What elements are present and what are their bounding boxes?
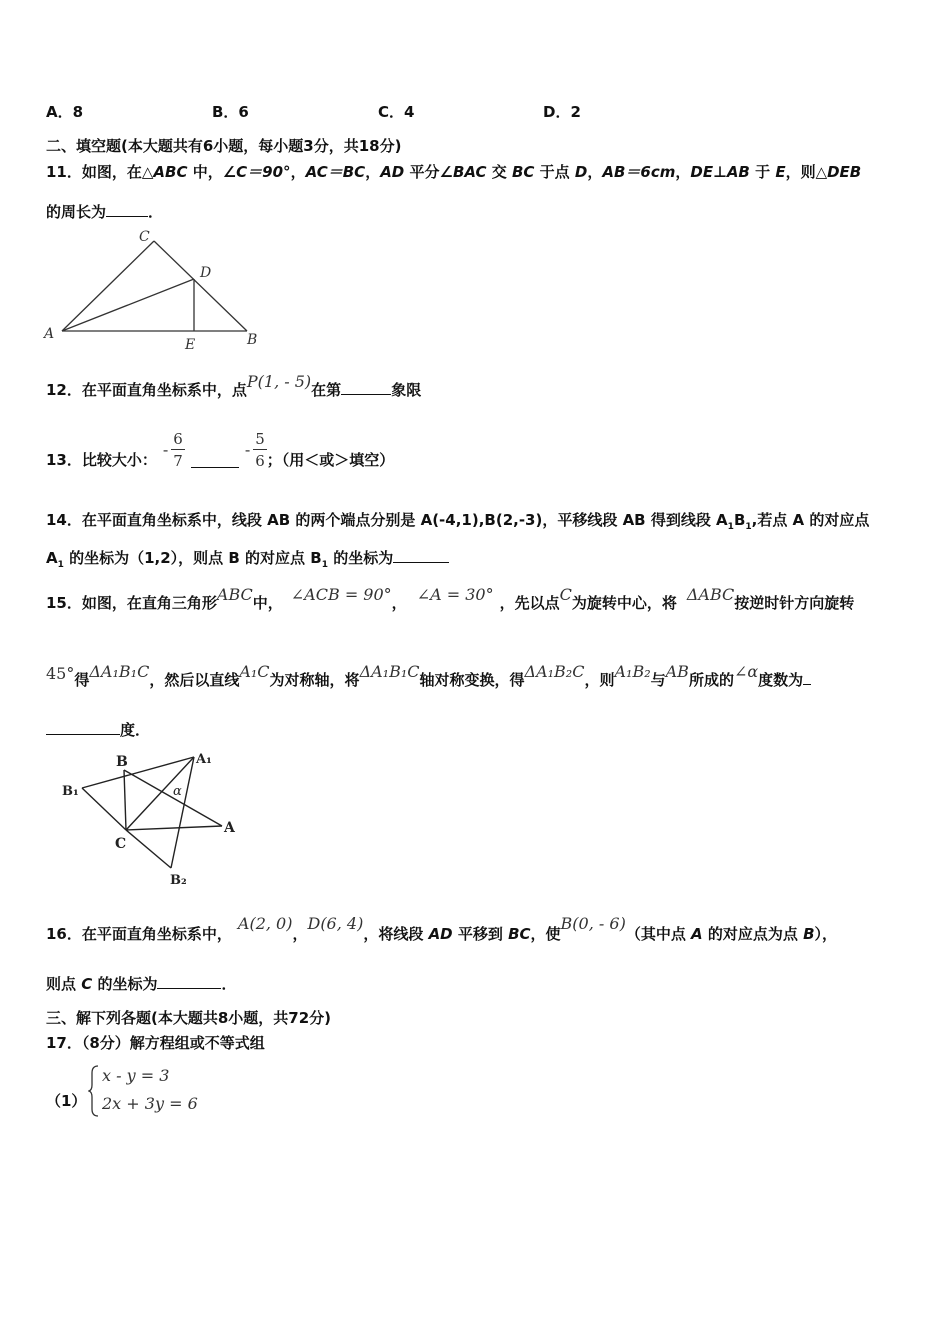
question-11-line-1 bbox=[46, 163, 861, 181]
q11-text: 的周长为 bbox=[46, 203, 107, 221]
fraction-2 bbox=[253, 429, 267, 472]
q16-text: 的坐标为 bbox=[92, 975, 158, 993]
q16-text: ． bbox=[221, 975, 237, 993]
segment-ca bbox=[126, 826, 222, 830]
label-e: E bbox=[185, 337, 196, 353]
q16-point-b-ref: B bbox=[803, 925, 815, 943]
q11-d: D bbox=[574, 163, 588, 181]
label-b: B bbox=[116, 754, 128, 770]
q15-angle-alpha: ∠α bbox=[733, 662, 759, 681]
q11-text: 交 bbox=[486, 163, 512, 181]
question-16-line-1 bbox=[46, 914, 838, 943]
question-11-line-2 bbox=[46, 202, 163, 221]
answer-blank[interactable] bbox=[106, 202, 148, 217]
label-c: C bbox=[115, 836, 127, 852]
section-2-title: 二、填空题(本大题共有6小题，每小题3分，共18分) bbox=[46, 137, 402, 155]
question-14-line-2 bbox=[46, 548, 449, 574]
q15-text: 度． bbox=[120, 721, 151, 739]
q11-angle-c: ∠C＝90° bbox=[222, 163, 291, 181]
segment-b1c bbox=[82, 788, 126, 830]
q14-text: 的坐标为 bbox=[327, 549, 394, 567]
question-13 bbox=[46, 425, 394, 475]
q11-ad: AD bbox=[380, 163, 405, 181]
q14-text: 14．在平面直角坐标系中，线段 AB 的两个端点分别是 A(-4,1),B(2,-3)，平移线段 AB 得到线段 A bbox=[46, 511, 728, 529]
question-17-title: 17．（8分）解方程组或不等式组 bbox=[46, 1034, 265, 1052]
q14-subscript: 1 bbox=[57, 560, 64, 570]
q14-text: ,若点 A 的对应点 bbox=[751, 511, 870, 529]
brace-icon bbox=[88, 1064, 100, 1118]
q11-text: ， bbox=[290, 163, 306, 181]
label-b: B bbox=[247, 332, 258, 348]
q16-text: 平移到 bbox=[452, 925, 509, 943]
q15-line-a1c: A₁C bbox=[239, 662, 270, 681]
segment-ac bbox=[62, 241, 154, 331]
q16-point-a-ref: A bbox=[691, 925, 703, 943]
label-b1: B₁ bbox=[62, 784, 79, 799]
q11-text: 中， bbox=[187, 163, 223, 181]
q11-text: 于 bbox=[749, 163, 776, 181]
q16-text: ）， bbox=[814, 925, 838, 943]
label-d: D bbox=[200, 265, 212, 281]
q16-text: 16．在平面直角坐标系中， bbox=[46, 925, 232, 943]
q12-text: 在第 bbox=[311, 381, 342, 399]
q11-bac: ∠BAC bbox=[439, 163, 487, 181]
q14-subscript: 1 bbox=[727, 522, 734, 532]
q12-text: 象限 bbox=[391, 381, 422, 399]
q11-text: ，则△ bbox=[785, 163, 828, 181]
question-17-part-1-label: （1） bbox=[46, 1092, 87, 1110]
rotation-figure-q15 bbox=[60, 748, 250, 888]
q15-text: ，然后以直线 bbox=[149, 671, 240, 689]
q12-point-p: P(1, - 5) bbox=[246, 372, 312, 391]
q15-text: 得 bbox=[74, 671, 90, 689]
section-3-title: 三、解下列各题(本大题共8小题，共72分) bbox=[46, 1009, 332, 1027]
segment-a1b2 bbox=[171, 757, 194, 868]
q16-segment-ad: AD bbox=[428, 925, 453, 943]
q15-triangle-a1b2c: ΔA₁B₂C bbox=[524, 662, 585, 681]
segment-bc bbox=[124, 770, 126, 830]
q15-abc: ABC bbox=[216, 585, 253, 604]
q11-ac-bc: AC＝BC bbox=[305, 163, 366, 181]
q15-text: 所成的 bbox=[688, 671, 734, 689]
q16-text: 则点 bbox=[46, 975, 82, 993]
q16-text: ，使 bbox=[530, 925, 561, 943]
q11-de-perp-ab: DE⊥AB bbox=[690, 163, 750, 181]
option-a: A．8 bbox=[46, 103, 84, 121]
q11-text: ， bbox=[365, 163, 381, 181]
q16-point-b: B(0, - 6) bbox=[560, 914, 626, 933]
q15-text: 轴对称变换，得 bbox=[419, 671, 525, 689]
q16-segment-bc: BC bbox=[508, 925, 531, 943]
fraction-1-sign: - bbox=[162, 440, 169, 459]
q15-triangle-a1b1c-2: ΔA₁B₁C bbox=[359, 662, 420, 681]
q11-e: E bbox=[775, 163, 786, 181]
question-15-line-2 bbox=[46, 662, 811, 689]
q12-text: 12．在平面直角坐标系中，点 bbox=[46, 381, 247, 399]
answer-blank[interactable] bbox=[341, 380, 391, 395]
fraction-2-denominator: 6 bbox=[255, 451, 265, 470]
answer-blank[interactable] bbox=[46, 720, 120, 735]
answer-blank[interactable] bbox=[157, 974, 221, 989]
q14-subscript: 1 bbox=[321, 560, 328, 570]
option-d: D．2 bbox=[543, 103, 581, 121]
q11-bc: BC bbox=[512, 163, 535, 181]
q13-text: ；（用＜或＞填空） bbox=[266, 451, 395, 469]
triangle-figure-q11 bbox=[40, 226, 270, 354]
question-14-line-1 bbox=[46, 511, 869, 536]
q11-text: ， bbox=[675, 163, 691, 181]
q11-text: 平分 bbox=[404, 163, 440, 181]
equation-1: x - y = 3 bbox=[102, 1066, 170, 1085]
q11-ab-length: AB＝6cm bbox=[602, 163, 676, 181]
answer-blank[interactable] bbox=[393, 548, 449, 563]
question-12 bbox=[46, 372, 422, 399]
q15-angle-acb: ∠ACB = 90° bbox=[290, 585, 392, 604]
q15-segment-ab: AB bbox=[665, 662, 689, 681]
q15-45-degrees: 45° bbox=[46, 664, 75, 683]
answer-blank-start[interactable] bbox=[803, 670, 811, 685]
q11-text: 11．如图，在△ bbox=[46, 163, 154, 181]
q16-point-c: C bbox=[81, 975, 93, 993]
q15-text: 与 bbox=[650, 671, 666, 689]
q15-text: 15．如图，在直角三角形 bbox=[46, 594, 217, 612]
q15-text: ， bbox=[391, 594, 407, 612]
fraction-2-sign: - bbox=[244, 440, 251, 459]
q14-text: 的坐标为（1,2），则点 B 的对应点 B bbox=[63, 549, 322, 567]
q15-text: 中， bbox=[252, 594, 283, 612]
label-c: C bbox=[139, 229, 150, 245]
q15-text: ，则 bbox=[584, 671, 615, 689]
fraction-1 bbox=[171, 429, 185, 472]
fraction-1-denominator: 7 bbox=[173, 451, 183, 470]
q15-text: 度数为 bbox=[758, 671, 804, 689]
q11-text: ， bbox=[587, 163, 603, 181]
answer-blank[interactable] bbox=[191, 453, 239, 468]
q14-text: A bbox=[46, 549, 58, 567]
q14-subscript: 1 bbox=[745, 522, 752, 532]
segment-ad bbox=[62, 279, 194, 331]
q15-angle-a: ∠A = 30° bbox=[416, 585, 494, 604]
q15-point-c: C bbox=[559, 585, 572, 604]
q15-triangle-abc: ΔABC bbox=[686, 585, 735, 604]
option-c: C．4 bbox=[378, 103, 415, 121]
q15-text: 按逆时针方向旋转 bbox=[734, 594, 855, 612]
q16-text: ， bbox=[292, 925, 308, 943]
label-b2: B₂ bbox=[170, 873, 187, 888]
question-15-line-1 bbox=[46, 585, 855, 612]
q14-text: B bbox=[733, 511, 746, 529]
q16-point-d: D(6, 4) bbox=[307, 914, 364, 933]
q13-text: 13．比较大小： bbox=[46, 451, 157, 469]
q11-deb: DEB bbox=[827, 163, 862, 181]
q16-text: （其中点 bbox=[625, 925, 692, 943]
fraction-2-numerator: 5 bbox=[255, 429, 265, 448]
label-a1: A₁ bbox=[196, 752, 212, 767]
label-a: A bbox=[224, 820, 235, 836]
q16-text: ，将线段 bbox=[363, 925, 429, 943]
q15-text: 为对称轴，将 bbox=[269, 671, 360, 689]
segment-a1c bbox=[126, 757, 194, 830]
q15-triangle-a1b1c: ΔA₁B₁C bbox=[89, 662, 150, 681]
q15-segment-a1b2: A₁B₂ bbox=[614, 662, 651, 681]
q16-text: 的对应点为点 bbox=[702, 925, 804, 943]
label-alpha: α bbox=[173, 784, 182, 799]
option-b: B．6 bbox=[212, 103, 249, 121]
q11-text: 于点 bbox=[534, 163, 575, 181]
q16-point-a: A(2, 0) bbox=[237, 914, 293, 933]
q15-text: ，先以点 bbox=[499, 594, 560, 612]
fraction-1-numerator: 6 bbox=[173, 429, 183, 448]
segment-cb bbox=[154, 241, 247, 331]
equation-2: 2x + 3y = 6 bbox=[102, 1094, 198, 1113]
q15-text: 为旋转中心，将 bbox=[571, 594, 677, 612]
label-a: A bbox=[44, 326, 55, 342]
q11-text: ． bbox=[148, 203, 164, 221]
q11-abc: ABC bbox=[153, 163, 188, 181]
question-16-line-2 bbox=[46, 974, 237, 993]
segment-cb2 bbox=[126, 830, 171, 868]
question-15-line-3 bbox=[46, 720, 150, 739]
